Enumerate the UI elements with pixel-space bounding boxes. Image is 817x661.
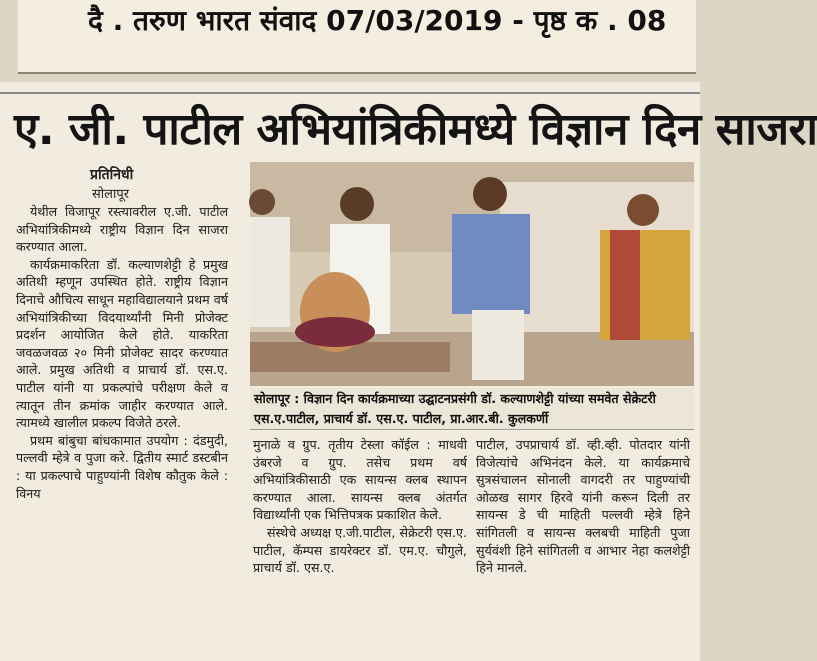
newspaper-clipping-header [18,0,696,74]
article-column-1 [16,203,228,502]
event-photo-illustration [250,162,694,386]
paragraph: पाटील, उपप्राचार्य डॉ. व्ही.व्ही. पोतदार यांनी विजेत्यांचे अभिनंदन केले. या कार्यक्रमाचे सुत्रसंचालन सोनाली वागदरी तर पाहुण्यांची ओळख सागर हिरवे यांनी करून दिली तर सायन्स डे ची माहिती पल्लवी म्हेत्रे हिने सांगितली व सायन्स क्लबची माहिती पुजा सुर्यवंशी हिने सांगितली व आभार नेहा कलशेट्टी हिने मानले. [476,437,690,576]
article-column-3 [476,436,690,577]
paragraph: प्रथम बांबुचा बांधकामात उपयोग : दंडमुदी, पल्लवी म्हेत्रे व पुजा करे. द्वितीय स्मार्ट डस्टबीन : या प्रकल्पाचे पाहुण्यांनी विशेष कौतुक केले : विनय [16,432,228,501]
dateline: सोलापूर [92,187,130,202]
event-photo [250,162,694,386]
photo-caption: सोलापूर : विज्ञान दिन कार्यक्रमाच्या उद्घाटनप्रसंगी डॉ. कल्याणशेट्टी यांच्या समवेत सेक्रेटरी एस.ए.पाटील, प्राचार्य डॉ. एस.ए. पाटील, प्रा.आर.बी. कुलकर्णी [250,388,694,430]
paragraph: मुनाळे व ग्रुप. तृतीय टेस्ला कॉईल : माधवी उंबरजे व ग्रुप. तसेच प्रथम वर्ष अभियांत्रिकीसाठी एक सायन्स क्लब स्थापन करण्यात आला. सायन्स क्लब अंतर्गत विद्यार्थ्यांनी एक भित्तिपत्रक प्रकाशित केले. [253,437,467,523]
article-headline: ए. जी. पाटील अभियांत्रिकीमध्ये विज्ञान दिन साजरा [14,104,817,155]
masthead: दै . तरुण भारत संवाद 07/03/2019 - पृष्ठ क . 08 [88,4,667,37]
paragraph: येथील विजापूर रस्त्यावरील ए.जी. पाटील अभियांत्रिकीमध्ये राष्ट्रीय विज्ञान दिन साजरा करण्यात आला. [16,204,228,255]
paragraph: कार्यक्रमाकरिता डॉ. कल्याणशेट्टी हे प्रमुख अतिथी म्हणून उपस्थित होते. राष्ट्रीय विज्ञान दिनाचे औचित्य साधून महाविद्यालयाने प्रथम वर्ष अभियांत्रिकीच्या विदयार्थ्यांनी मिनी प्रोजेक्ट प्रदर्शन आयोजित केले होते. याकरिता जवळजवळ २० मिनी प्रोजेक्ट सादर करण्यात आले. प्रमुख अतिथी व प्राचार्य डॉ. एस.ए. पाटील यांनी या प्रकल्पांचे परीक्षण केले व त्यातून तीन क्रमांक जाहीर करण्यात आले. त्यामध्ये खालील प्रकल्प विजेते ठरले. [16,256,228,431]
top-rule [0,92,700,94]
paragraph: संस्थेचे अध्यक्ष ए.जी.पाटील, सेक्रेटरी एस.ए. पाटील, कॅम्पस डायरेक्टर डॉ. एम.ए. चौगुले, प्राचार्य डॉ. एस.ए. [253,524,467,576]
byline: प्रतिनिधी [90,167,134,183]
article-column-2 [253,436,467,577]
